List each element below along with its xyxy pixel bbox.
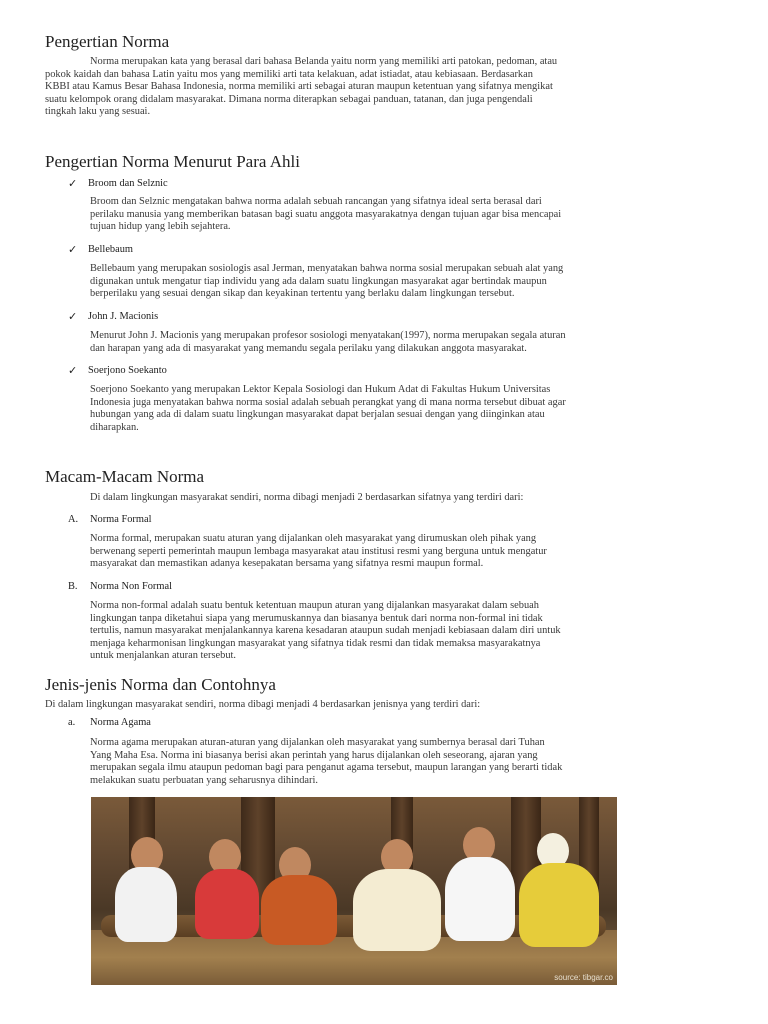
text-line: perilaku manusia yang memberikan batasan bagi suatu anggota masyarakatnya dengan tujuan agar bisa mencapai [90, 208, 562, 220]
list-item-macionis [68, 310, 158, 323]
list-item-label: Soerjono Soekanto [88, 365, 167, 376]
list-marker: B. [68, 581, 78, 592]
paragraph-broom [90, 196, 740, 234]
text-line: Soerjono Soekanto yang merupakan Lektor Kepala Sosiologi dan Hukum Adat di Fakultas Hukum Universitas [90, 384, 551, 395]
text-line: untuk menjalankan aturan tersebut. [90, 650, 236, 661]
text-line: berperilaku yang sesuai dengan sikap dan keyakinan tertentu yang berlaku dalam lingkungan tersebut. [90, 288, 515, 299]
text-line: melakukan suatu perbuatan yang seharusnya dihindari. [90, 774, 318, 786]
list-item-soekanto [68, 364, 167, 377]
heading-macam-norma: Macam-Macam Norma [45, 467, 205, 486]
text-line: Yang Maha Esa. Norma ini biasanya berisi akan perintah yang harus dijalankan oleh seseorang, ajaran yang [90, 749, 538, 761]
list-item-label: Norma Formal [90, 514, 152, 525]
text-line: Indonesia juga menyatakan bahwa norma sosial adalah sebuah perangkat yang di mana norma tersebut dibuat agar [90, 396, 566, 408]
paragraph-soekanto [90, 384, 740, 434]
child-body [115, 867, 177, 942]
heading-pengertian-norma: Pengertian Norma [45, 32, 170, 51]
text-line: digunakan untuk mengatur tiap individu yang ada dalam suatu lingkungan masyarakat agar bertindak maupun [90, 275, 547, 287]
text-line: hubungan yang ada di dalam suatu lingkungan masyarakat dapat berjalan sesuai dengan yang diinginkan atau [90, 409, 545, 420]
text-line: lingkungan tanpa diketahui siapa yang merumuskannya dan biasanya bentuk dari norma non-formal ini tidak [90, 612, 543, 624]
paragraph-norma-formal [90, 533, 740, 571]
text-line: pokok kaidah dan bahasa Latin yaitu mos yang memiliki arti tata kelakuan, adat istiadat, atau kebiasaan. Berdasarkan [45, 68, 533, 80]
children-photo [91, 797, 617, 985]
child-body [261, 875, 337, 945]
list-item-label: Broom dan Selznic [88, 178, 168, 189]
child-body [353, 869, 441, 951]
text-line: Menurut John J. Macionis yang merupakan profesor sosiologi menyatakan(1997), norma merupakan segala aturan [90, 330, 566, 341]
text-line: tingkah laku yang sesuai. [45, 106, 151, 117]
list-item-label: Norma Non Formal [90, 581, 172, 592]
list-item-bellebaum [68, 243, 133, 256]
text-line: masyarakat dan memastikan adanya kesepakatan bersama yang sifatnya resmi maupun formal. [90, 558, 484, 569]
list-item-broom [68, 177, 168, 190]
paragraph-bellebaum [90, 263, 740, 301]
list-item-norma-agama [68, 717, 151, 728]
text-line: diharapkan. [90, 421, 139, 433]
text-line: merupakan segala ilmu ataupun pedoman bagi para penganut agama tersebut, maupun larangan yang berarti tidak [90, 762, 563, 773]
text-line: Bellebaum yang merupakan sosiologis asal Jerman, menyatakan bahwa norma sosial merupakan sebuah alat yang [90, 263, 564, 274]
text-line: menjaga keharmonisan lingkungan masyarakat yang sifatnya tidak resmi dan tidak memaksa masyarakatnya [90, 637, 541, 649]
checkmark-icon: ✓ [68, 311, 78, 323]
checkmark-icon: ✓ [68, 365, 78, 377]
list-marker: A. [68, 514, 79, 525]
text-line: Broom dan Selznic mengatakan bahwa norma adalah sebuah rancangan yang sifatnya ideal serta berasal dari [90, 196, 542, 207]
paragraph-macionis [90, 330, 740, 355]
child-body [445, 857, 515, 941]
text-line: Norma agama merupakan aturan-aturan yang dijalankan oleh masyarakat yang sumbernya berasal dari Tuhan [90, 737, 545, 748]
list-item-label: Bellebaum [88, 244, 134, 255]
text-line: tertulis, namun masyarakat menjalankannya karena kesadaran ataupun sudah menjadi kebiasaan dalam diri untuk [90, 625, 561, 636]
heading-jenis-norma: Jenis-jenis Norma dan Contohnya [45, 675, 276, 694]
paragraph-pengertian [45, 56, 735, 119]
list-item-label: Norma Agama [90, 717, 151, 728]
checkmark-icon: ✓ [68, 244, 78, 256]
heading-menurut-para-ahli: Pengertian Norma Menurut Para Ahli [45, 152, 300, 171]
list-item-norma-non-formal [68, 581, 172, 592]
paragraph-norma-non-formal [90, 600, 740, 663]
text-line: Norma non-formal adalah suatu bentuk ketentuan maupun aturan yang dijalankan masyarakat dalam sebuah [90, 600, 539, 611]
text-line: Di dalam lingkungan masyarakat sendiri, norma dibagi menjadi 2 berdasarkan sifatnya yang terdiri dari: [90, 492, 524, 503]
paragraph-jenis-intro [45, 699, 735, 712]
list-item-label: John J. Macionis [88, 311, 159, 322]
paragraph-norma-agama [90, 737, 740, 787]
text-line: Di dalam lingkungan masyarakat sendiri, norma dibagi menjadi 4 berdasarkan jenisnya yang terdiri dari: [45, 699, 481, 710]
text-line: Norma formal, merupakan suatu aturan yang dijalankan oleh masyarakat yang dirumuskan oleh pihak yang [90, 533, 537, 544]
list-item-norma-formal [68, 514, 151, 525]
text-line: Norma merupakan kata yang berasal dari bahasa Belanda yaitu norm yang memiliki arti patokan, pedoman, atau [90, 56, 558, 67]
text-line: KBBI atau Kamus Besar Bahasa Indonesia, norma memiliki arti sebagai aturan maupun ketentuan yang sifatnya mengikat [45, 81, 553, 92]
child-body [519, 863, 599, 947]
checkmark-icon: ✓ [68, 178, 78, 190]
paragraph-macam-intro [90, 492, 740, 505]
child-body [195, 869, 259, 939]
text-line: dan harapan yang ada di masyarakat yang memandu segala perilaku yang dilakukan anggota masyarakat. [90, 342, 527, 354]
text-line: berwenang seperti pemerintah maupun lembaga masyarakat atau institusi resmi yang berguna untuk mengatur [90, 545, 547, 557]
list-marker: a. [68, 717, 76, 728]
text-line: suatu kelompok orang didalam masyarakat. Dimana norma diterapkan sebagai panduan, tatanan, dan juga pengendali [45, 93, 533, 105]
photo-credit: source: tibgar.co [554, 973, 613, 982]
text-line: tujuan hidup yang lebih sejahtera. [90, 221, 231, 232]
